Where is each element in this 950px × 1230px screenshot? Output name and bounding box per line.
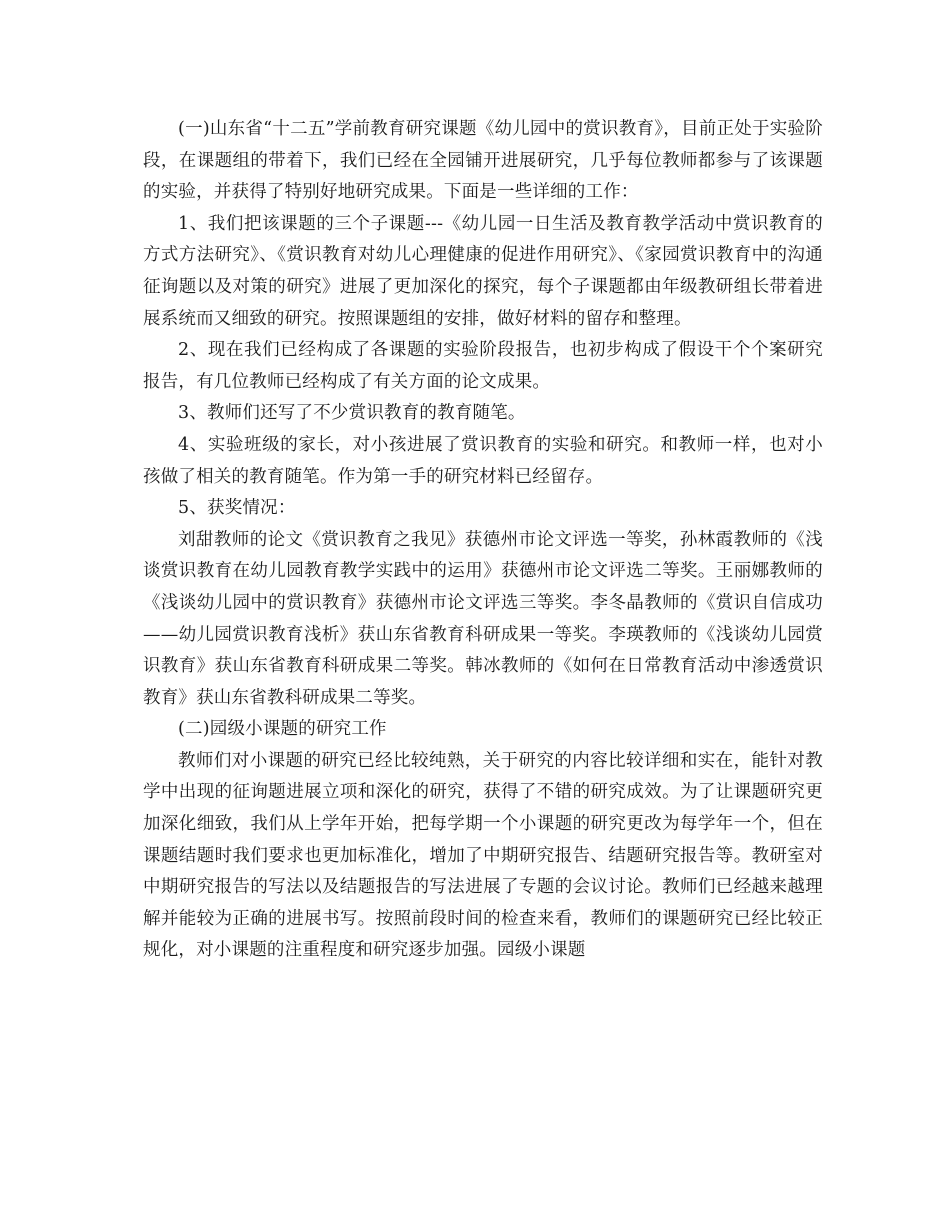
- document-body: [143, 114, 823, 967]
- paragraph-item-2-reports: 2、现在我们已经构成了各课题的实验阶段报告，也初步构成了假设干个个案研究报告，有几位教师已经构成了有关方面的论文成果。: [143, 340, 823, 392]
- paragraph-small-projects: 教师们对小课题的研究已经比较纯熟，关于研究的内容比较详细和实在，能针对教学中出现的征询题进展立项和深化的研究，获得了不错的研究成效。为了让课题研究更加深化细致，我们从上学年开始，把每学期一个小课题的研究更改为每学年一个，但在课题结题时我们要求也更加标准化，增加了中期研究报告、结题研究报告等。教研室对中期研究报告的写法以及结题报告的写法进展了专题的会议讨论。教师们已经越来越理解并能较为正确的进展书写。按照前段时间的检查来看，教师们的课题研究已经比较正规化，对小课题的注重程度和研究逐步加强。园级小课题: [143, 750, 823, 961]
- paragraph-item-1-subprojects: 1、我们把该课题的三个子课题---《幼儿园一日生活及教育教学活动中赏识教育的方式方法研究》、《赏识教育对幼儿心理健康的促进作用研究》、《家园赏识教育中的沟通征询题以及对策的研究》进展了更加深化的探究，每个子课题都由年级教研组长带着进展系统而又细致的研究。按照课题组的安排，做好材料的留存和整理。: [143, 213, 823, 329]
- paragraph-item-5-awards-heading: 5、获奖情况：: [178, 498, 296, 519]
- paragraph-research-project-intro: (一)山东省“十二五”学前教育研究课题《幼儿园中的赏识教育》，目前正处于实验阶段，在课题组的带着下，我们已经在全园铺开进展研究，几乎每位教师都参与了该课题的实验，并获得了特别好地研究成果。下面是一些详细的工作：: [143, 119, 823, 203]
- paragraph-awards-list: 刘甜教师的论文《赏识教育之我见》获德州市论文评选一等奖，孙林霞教师的《浅谈赏识教育在幼儿园教育教学实践中的运用》获德州市论文评选二等奖。王丽娜教师的《浅谈幼儿园中的赏识教育》获德州市论文评选三等奖。李冬晶教师的《赏识自信成功——幼儿园赏识教育浅析》获山东省教育科研成果一等奖。李瑛教师的《浅谈幼儿园赏识教育》获山东省教育科研成果二等奖。韩冰教师的《如何在日常教育活动中渗透赏识教育》获山东省教科研成果二等奖。: [143, 529, 823, 708]
- paragraph-item-4-parents: 4、实验班级的家长，对小孩进展了赏识教育的实验和研究。和教师一样，也对小孩做了相关的教育随笔。作为第一手的研究材料已经留存。: [143, 434, 823, 487]
- paragraph-section-2-heading: (二)园级小课题的研究工作: [178, 719, 387, 740]
- paragraph-item-3-essays: 3、教师们还写了不少赏识教育的教育随笔。: [178, 403, 526, 424]
